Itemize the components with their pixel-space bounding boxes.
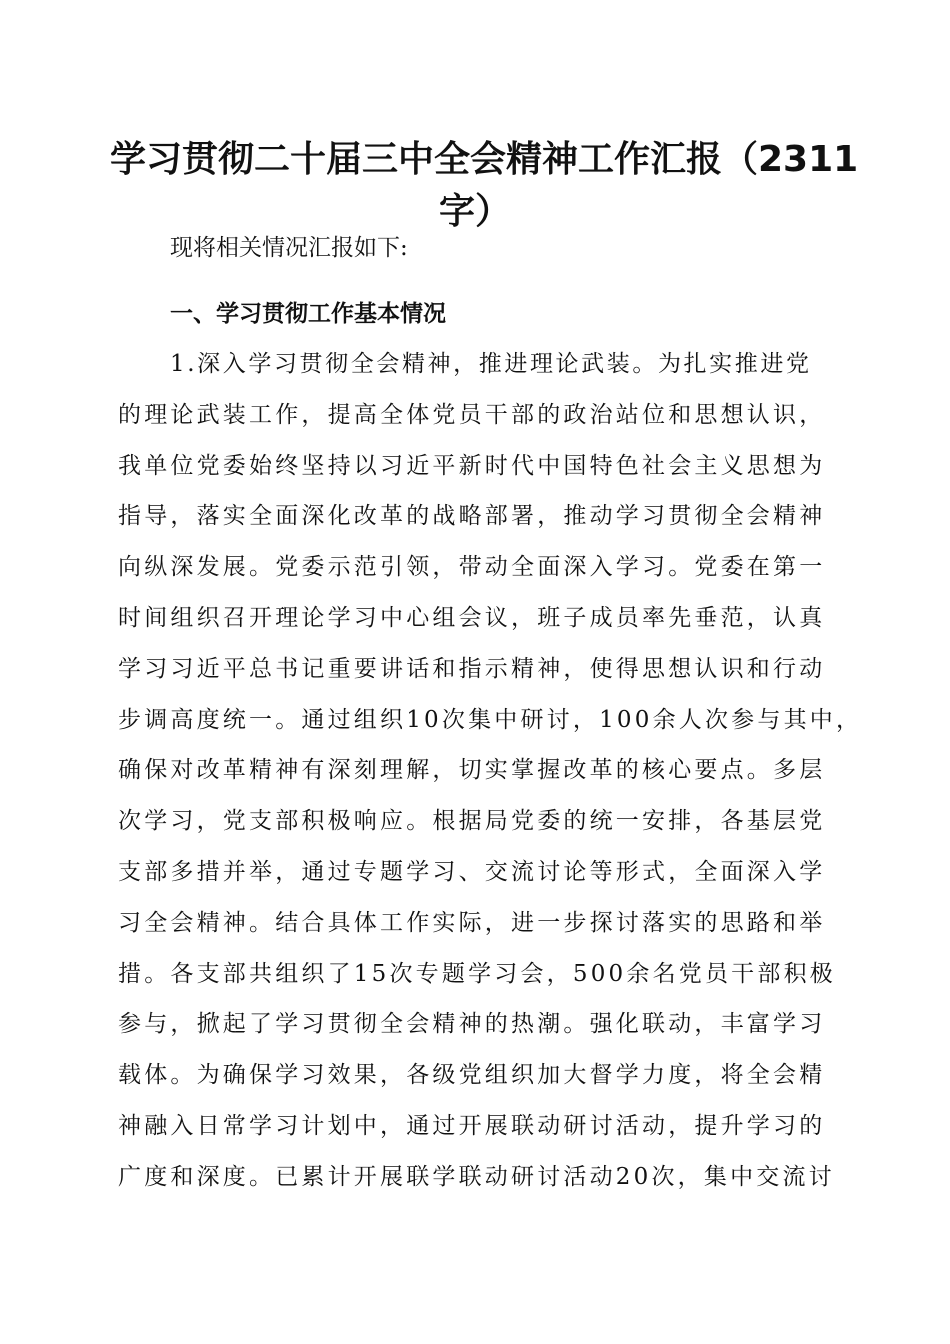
paragraph-line: 习全会精神。结合具体工作实际，进一步探讨落实的思路和举 (118, 909, 826, 936)
paragraph-line: 指导，落实全面深化改革的战略部署，推动学习贯彻全会精神 (118, 503, 826, 530)
paragraph-line: 支部多措并举，通过专题学习、交流讨论等形式，全面深入学 (118, 858, 826, 885)
paragraph-line: 确保对改革精神有深刻理解，切实掌握改革的核心要点。多层 (118, 757, 826, 784)
paragraph-line: 载体。为确保学习效果，各级党组织加大督学力度，将全会精 (118, 1062, 826, 1089)
paragraph-line: 的理论武装工作，提高全体党员干部的政治站位和思想认识， (118, 401, 826, 428)
paragraph-line: 1.深入学习贯彻全会精神，推进理论武装。为扎实推进党 (170, 351, 812, 377)
body-paragraph (118, 344, 863, 1208)
paragraph-line: 我单位党委始终坚持以习近平新时代中国特色社会主义思想为 (118, 452, 826, 479)
paragraph-line: 向纵深发展。党委示范引领，带动全面深入学习。党委在第一 (118, 554, 826, 581)
document-title-line-1: 学习贯彻二十届三中全会精神工作汇报（2311 (110, 139, 859, 180)
section-heading: 一、学习贯彻工作基本情况 (170, 301, 446, 327)
paragraph-line: 时间组织召开理论学习中心组会议，班子成员率先垂范，认真 (118, 604, 826, 631)
document-title-line-2: 字） (438, 191, 511, 232)
paragraph-line: 措。各支部共组织了15次专题学习会，500余名党员干部积极 (118, 960, 836, 987)
paragraph-line: 步调高度统一。通过组织10次集中研讨，100余人次参与其中， (118, 706, 863, 733)
paragraph-line: 次学习，党支部积极响应。根据局党委的统一安排，各基层党 (118, 808, 826, 835)
intro-text: 现将相关情况汇报如下: (170, 235, 408, 261)
paragraph-line: 参与，掀起了学习贯彻全会精神的热潮。强化联动，丰富学习 (118, 1011, 826, 1038)
paragraph-line: 广度和深度。已累计开展联学联动研讨活动20次，集中交流讨 (118, 1163, 835, 1190)
paragraph-line: 神融入日常学习计划中，通过开展联动研讨活动，提升学习的 (118, 1112, 826, 1139)
paragraph-line: 学习习近平总书记重要讲话和指示精神，使得思想认识和行动 (118, 655, 826, 682)
